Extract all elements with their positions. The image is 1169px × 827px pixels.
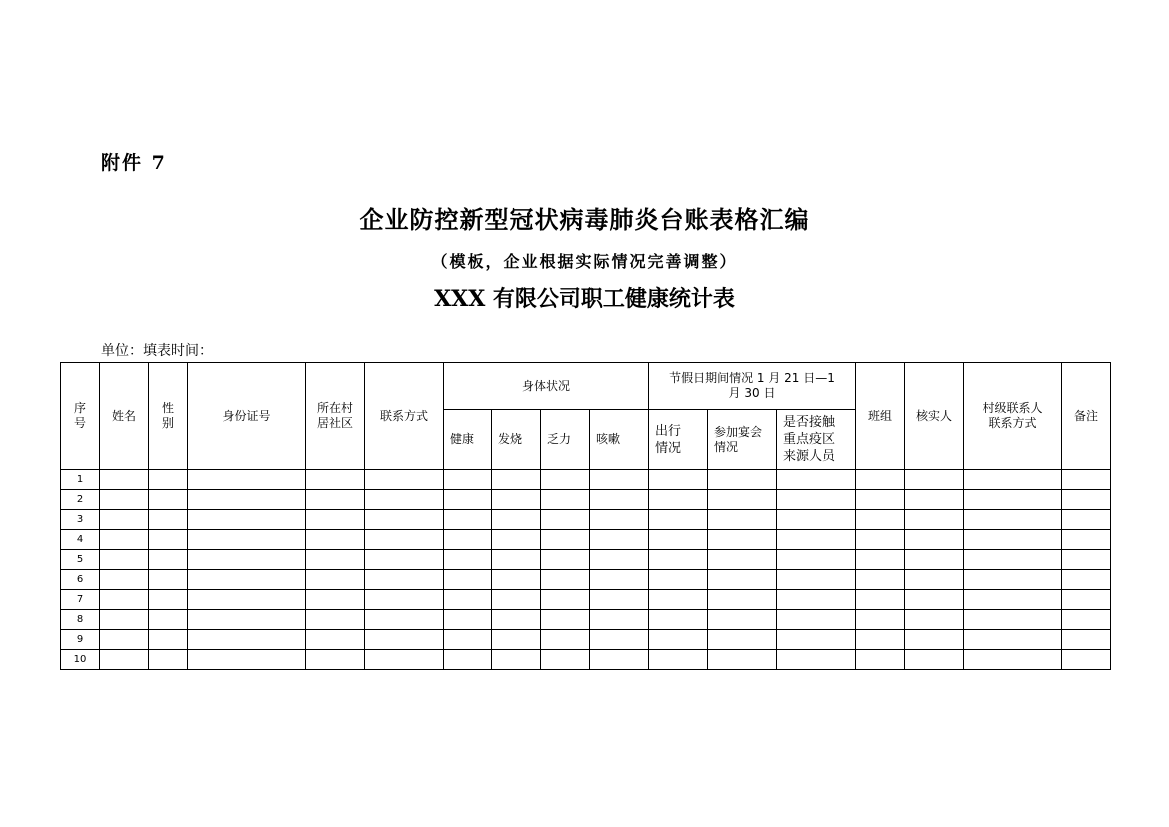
row-number: 9 (61, 630, 100, 650)
table-cell[interactable] (777, 490, 856, 510)
table-cell[interactable] (444, 610, 492, 630)
table-cell[interactable] (856, 530, 905, 550)
table-cell[interactable] (100, 490, 149, 510)
table-cell[interactable] (649, 530, 708, 550)
table-cell[interactable] (905, 490, 964, 510)
table-cell[interactable] (649, 590, 708, 610)
table-cell[interactable] (590, 490, 649, 510)
header-community: 所在村居社区 (306, 363, 365, 470)
table-cell[interactable] (306, 610, 365, 630)
header-verifier: 核实人 (905, 363, 964, 470)
header-cough: 咳嗽 (590, 410, 649, 470)
table-cell[interactable] (964, 630, 1062, 650)
row-number: 1 (61, 470, 100, 490)
table-cell[interactable] (306, 470, 365, 490)
table-row (61, 570, 1111, 590)
document-title: 企业防控新型冠状病毒肺炎台账表格汇编 (359, 205, 810, 234)
table-cell[interactable] (856, 510, 905, 530)
table-cell[interactable] (306, 530, 365, 550)
table-cell[interactable] (649, 490, 708, 510)
table-cell[interactable] (444, 590, 492, 610)
table-cell[interactable] (964, 590, 1062, 610)
row-number: 8 (61, 610, 100, 630)
table-cell[interactable] (708, 590, 777, 610)
header-village-contact: 村级联系人联系方式 (964, 363, 1062, 470)
row-number: 5 (61, 550, 100, 570)
table-cell[interactable] (188, 650, 306, 670)
table-cell[interactable] (905, 470, 964, 490)
row-number: 10 (61, 650, 100, 670)
table-cell[interactable] (1062, 650, 1111, 670)
header-seq: 序号 (61, 363, 100, 470)
table-cell[interactable] (777, 470, 856, 490)
header-contact-epidemic: 是否接触重点疫区来源人员 (777, 410, 856, 470)
table-cell[interactable] (708, 630, 777, 650)
table-cell[interactable] (444, 490, 492, 510)
header-fever: 发烧 (492, 410, 541, 470)
table-cell[interactable] (541, 490, 590, 510)
row-number: 4 (61, 530, 100, 550)
table-cell[interactable] (964, 550, 1062, 570)
header-contact: 联系方式 (365, 363, 444, 470)
row-number: 2 (61, 490, 100, 510)
table-cell[interactable] (708, 550, 777, 570)
table-cell[interactable] (649, 650, 708, 670)
table-cell[interactable] (365, 630, 444, 650)
header-physical-status: 身体状况 (444, 363, 649, 410)
table-cell[interactable] (964, 470, 1062, 490)
attachment-label: 附件 7 (101, 152, 167, 174)
table-cell[interactable] (777, 510, 856, 530)
table-cell[interactable] (590, 550, 649, 570)
table-cell[interactable] (444, 570, 492, 590)
table-cell[interactable] (905, 610, 964, 630)
table-cell[interactable] (905, 650, 964, 670)
table-cell[interactable] (149, 590, 188, 610)
table-cell[interactable] (100, 550, 149, 570)
table-cell[interactable] (365, 510, 444, 530)
table-cell[interactable] (149, 470, 188, 490)
table-cell[interactable] (188, 590, 306, 610)
table-cell[interactable] (149, 570, 188, 590)
health-statistics-table (60, 362, 1111, 670)
table-cell[interactable] (365, 530, 444, 550)
table-cell[interactable] (100, 610, 149, 630)
table-cell[interactable] (649, 510, 708, 530)
table-cell[interactable] (777, 530, 856, 550)
table-cell[interactable] (590, 530, 649, 550)
table-cell[interactable] (905, 590, 964, 610)
table-cell[interactable] (541, 470, 590, 490)
table-cell[interactable] (964, 570, 1062, 590)
table-cell[interactable] (905, 570, 964, 590)
table-cell[interactable] (492, 590, 541, 610)
table-cell[interactable] (149, 530, 188, 550)
table-cell[interactable] (964, 510, 1062, 530)
table-cell[interactable] (590, 650, 649, 670)
table-cell[interactable] (856, 650, 905, 670)
header-travel: 出行情况 (649, 410, 708, 470)
document-subtitle: （模板，企业根据实际情况完善调整） (431, 252, 738, 271)
table-cell[interactable] (492, 630, 541, 650)
table-cell[interactable] (649, 570, 708, 590)
table-cell[interactable] (365, 590, 444, 610)
table-row (61, 510, 1111, 530)
table-cell[interactable] (492, 570, 541, 590)
table-cell[interactable] (905, 510, 964, 530)
table-cell[interactable] (444, 650, 492, 670)
table-cell[interactable] (708, 610, 777, 630)
table-cell[interactable] (444, 550, 492, 570)
table-cell[interactable] (856, 470, 905, 490)
table-cell[interactable] (365, 490, 444, 510)
table-cell[interactable] (306, 550, 365, 570)
table-cell[interactable] (188, 510, 306, 530)
table-cell[interactable] (149, 490, 188, 510)
table-cell[interactable] (188, 490, 306, 510)
table-cell[interactable] (306, 590, 365, 610)
table-cell[interactable] (541, 630, 590, 650)
table-cell[interactable] (444, 510, 492, 530)
table-cell[interactable] (100, 470, 149, 490)
table-cell[interactable] (590, 510, 649, 530)
table-cell[interactable] (964, 530, 1062, 550)
table-cell[interactable] (444, 470, 492, 490)
header-fatigue: 乏力 (541, 410, 590, 470)
table-cell[interactable] (649, 470, 708, 490)
table-cell[interactable] (777, 630, 856, 650)
table-cell[interactable] (708, 510, 777, 530)
table-cell[interactable] (777, 570, 856, 590)
table-cell[interactable] (708, 490, 777, 510)
row-number: 6 (61, 570, 100, 590)
table-cell[interactable] (1062, 550, 1111, 570)
table-cell[interactable] (100, 570, 149, 590)
table-cell[interactable] (1062, 470, 1111, 490)
table-cell[interactable] (1062, 490, 1111, 510)
table-cell[interactable] (964, 610, 1062, 630)
table-cell[interactable] (708, 530, 777, 550)
table-cell[interactable] (590, 630, 649, 650)
table-cell[interactable] (856, 570, 905, 590)
table-cell[interactable] (777, 550, 856, 570)
table-row (61, 610, 1111, 630)
table-cell[interactable] (856, 550, 905, 570)
table-cell[interactable] (188, 530, 306, 550)
table-cell[interactable] (856, 490, 905, 510)
table-cell[interactable] (541, 530, 590, 550)
table-cell[interactable] (492, 470, 541, 490)
table-cell[interactable] (492, 510, 541, 530)
table-cell[interactable] (1062, 590, 1111, 610)
table-row (61, 590, 1111, 610)
header-name: 姓名 (100, 363, 149, 470)
table-cell[interactable] (365, 650, 444, 670)
header-holiday-status: 节假日期间情况 1 月 21 日—1 月 30 日 (649, 363, 856, 410)
table-cell[interactable] (365, 550, 444, 570)
row-number: 7 (61, 590, 100, 610)
table-cell[interactable] (649, 550, 708, 570)
table-cell[interactable] (777, 650, 856, 670)
table-cell[interactable] (365, 470, 444, 490)
table-cell[interactable] (306, 570, 365, 590)
table-cell[interactable] (590, 590, 649, 610)
table-cell[interactable] (905, 550, 964, 570)
header-team: 班组 (856, 363, 905, 470)
table-row (61, 550, 1111, 570)
table-cell[interactable] (492, 610, 541, 630)
table-cell[interactable] (1062, 610, 1111, 630)
table-row (61, 650, 1111, 670)
table-cell[interactable] (100, 530, 149, 550)
table-cell[interactable] (492, 530, 541, 550)
table-cell[interactable] (306, 490, 365, 510)
table-cell[interactable] (590, 610, 649, 630)
table-cell[interactable] (492, 550, 541, 570)
table-cell[interactable] (856, 630, 905, 650)
table-cell[interactable] (649, 630, 708, 650)
table-cell[interactable] (306, 630, 365, 650)
table-cell[interactable] (541, 650, 590, 670)
table-cell[interactable] (100, 590, 149, 610)
unit-fill-time-line: 单位：填表时间： (101, 343, 213, 359)
table-cell[interactable] (306, 650, 365, 670)
table-cell[interactable] (188, 610, 306, 630)
table-row (61, 470, 1111, 490)
header-banquet: 参加宴会情况 (708, 410, 777, 470)
table-cell[interactable] (905, 530, 964, 550)
table-cell[interactable] (1062, 630, 1111, 650)
table-cell[interactable] (1062, 510, 1111, 530)
table-cell[interactable] (188, 550, 306, 570)
table-row (61, 630, 1111, 650)
table-title: XXX 有限公司职工健康统计表 (434, 286, 735, 312)
table-cell[interactable] (541, 510, 590, 530)
table-cell[interactable] (541, 570, 590, 590)
table-cell[interactable] (492, 490, 541, 510)
table-row (61, 530, 1111, 550)
table-cell[interactable] (188, 630, 306, 650)
header-id-number: 身份证号 (188, 363, 306, 470)
table-cell[interactable] (149, 630, 188, 650)
table-cell[interactable] (649, 610, 708, 630)
table-cell[interactable] (149, 510, 188, 530)
table-body (61, 470, 1111, 670)
table-cell[interactable] (365, 570, 444, 590)
table-cell[interactable] (444, 530, 492, 550)
table-cell[interactable] (708, 470, 777, 490)
table-cell[interactable] (149, 650, 188, 670)
table-cell[interactable] (149, 550, 188, 570)
table-cell[interactable] (708, 570, 777, 590)
table-cell[interactable] (188, 470, 306, 490)
table-cell[interactable] (188, 570, 306, 590)
table-cell[interactable] (541, 590, 590, 610)
table-cell[interactable] (777, 590, 856, 610)
table-cell[interactable] (590, 470, 649, 490)
table-cell[interactable] (365, 610, 444, 630)
table-cell[interactable] (1062, 530, 1111, 550)
table-cell[interactable] (100, 650, 149, 670)
header-gender: 性别 (149, 363, 188, 470)
table-cell[interactable] (100, 630, 149, 650)
table-cell[interactable] (905, 630, 964, 650)
table-cell[interactable] (541, 550, 590, 570)
table-cell[interactable] (492, 650, 541, 670)
table-cell[interactable] (100, 510, 149, 530)
table-cell[interactable] (777, 610, 856, 630)
table-row (61, 490, 1111, 510)
table-cell[interactable] (444, 630, 492, 650)
table-cell[interactable] (149, 610, 188, 630)
header-remarks: 备注 (1062, 363, 1111, 470)
row-number: 3 (61, 510, 100, 530)
table-cell[interactable] (306, 510, 365, 530)
table-cell[interactable] (964, 650, 1062, 670)
table-cell[interactable] (590, 570, 649, 590)
table-cell[interactable] (964, 490, 1062, 510)
table-cell[interactable] (856, 590, 905, 610)
table-cell[interactable] (708, 650, 777, 670)
table-cell[interactable] (1062, 570, 1111, 590)
table-cell[interactable] (541, 610, 590, 630)
table-cell[interactable] (856, 610, 905, 630)
header-healthy: 健康 (444, 410, 492, 470)
